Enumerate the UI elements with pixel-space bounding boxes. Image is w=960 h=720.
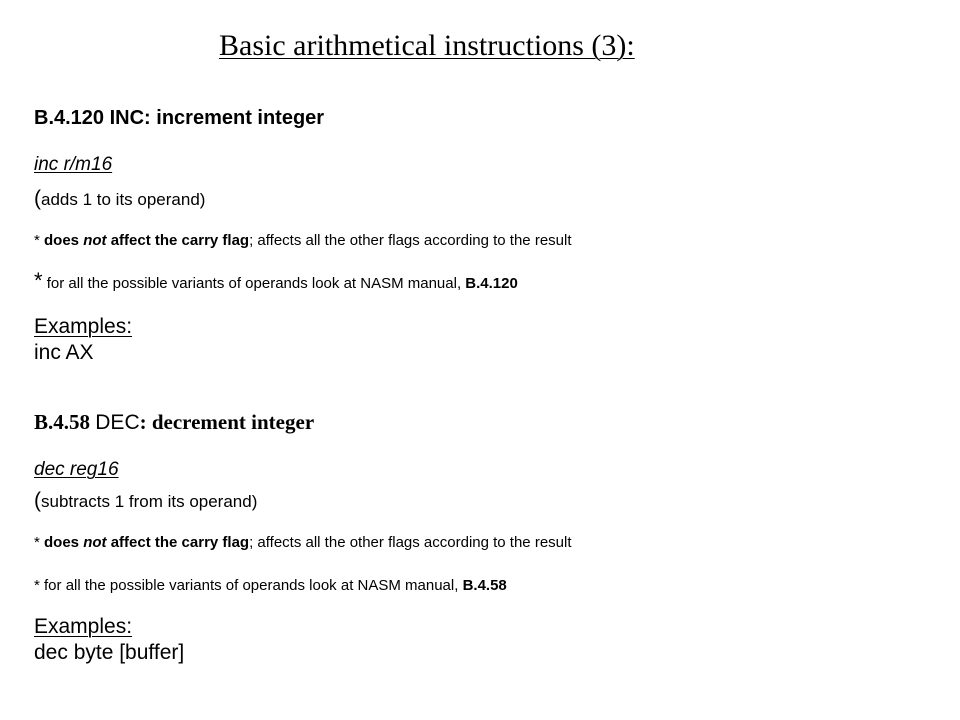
dec-description bbox=[34, 489, 257, 514]
inc-example-code: inc AX bbox=[34, 341, 94, 364]
dec-note-manual-text: for all the possible variants of operands look at NASM manual, bbox=[44, 577, 459, 594]
inc-note-carry-rest: ; affects all the other flags according to the result bbox=[249, 232, 572, 249]
slide-title: Basic arithmetical instructions (3): bbox=[219, 29, 635, 62]
inc-note-carry-not: not bbox=[83, 232, 107, 249]
dec-heading-suffix: : decrement integer bbox=[139, 410, 315, 434]
inc-note-carry-flag: affect the carry flag bbox=[110, 232, 250, 249]
inc-description bbox=[34, 187, 205, 212]
dec-syntax: dec reg16 bbox=[34, 459, 119, 480]
dec-note-manual-ref: B.4.58 bbox=[462, 577, 507, 594]
inc-note-carry bbox=[34, 230, 572, 252]
dec-note-carry-not: not bbox=[83, 534, 107, 551]
dec-note-carry-star: * bbox=[34, 534, 40, 551]
inc-desc-text: adds 1 to its operand) bbox=[41, 190, 206, 209]
dec-note-carry-does: does bbox=[44, 534, 80, 551]
inc-desc-paren: ( bbox=[34, 187, 41, 210]
inc-examples-label: Examples: bbox=[34, 315, 133, 338]
dec-desc-paren: ( bbox=[34, 489, 41, 512]
inc-note-manual-ref: B.4.120 bbox=[465, 275, 518, 292]
dec-heading-prefix: B.4.58 bbox=[34, 410, 91, 434]
inc-note-manual-star: * bbox=[34, 268, 43, 293]
inc-note-manual-text: for all the possible variants of operands look at NASM manual, bbox=[46, 275, 462, 292]
dec-desc-text: subtracts 1 from its operand) bbox=[41, 492, 258, 511]
inc-note-carry-star: * bbox=[34, 232, 40, 249]
inc-note-carry-does: does bbox=[44, 232, 80, 249]
inc-syntax: inc r/m16 bbox=[34, 154, 113, 175]
dec-example-code: dec byte [buffer] bbox=[34, 641, 185, 664]
dec-note-carry-rest: ; affects all the other flags according to the result bbox=[249, 534, 572, 551]
inc-heading: B.4.120 INC: increment integer bbox=[34, 107, 325, 129]
inc-note-manual bbox=[34, 270, 518, 295]
dec-note-carry-flag: affect the carry flag bbox=[110, 534, 250, 551]
dec-note-carry bbox=[34, 532, 572, 554]
dec-examples-label: Examples: bbox=[34, 615, 133, 638]
dec-note-manual-star: * bbox=[34, 577, 40, 594]
dec-heading bbox=[34, 408, 314, 437]
dec-heading-mnemonic: DEC bbox=[95, 411, 140, 434]
dec-note-manual bbox=[34, 575, 507, 597]
